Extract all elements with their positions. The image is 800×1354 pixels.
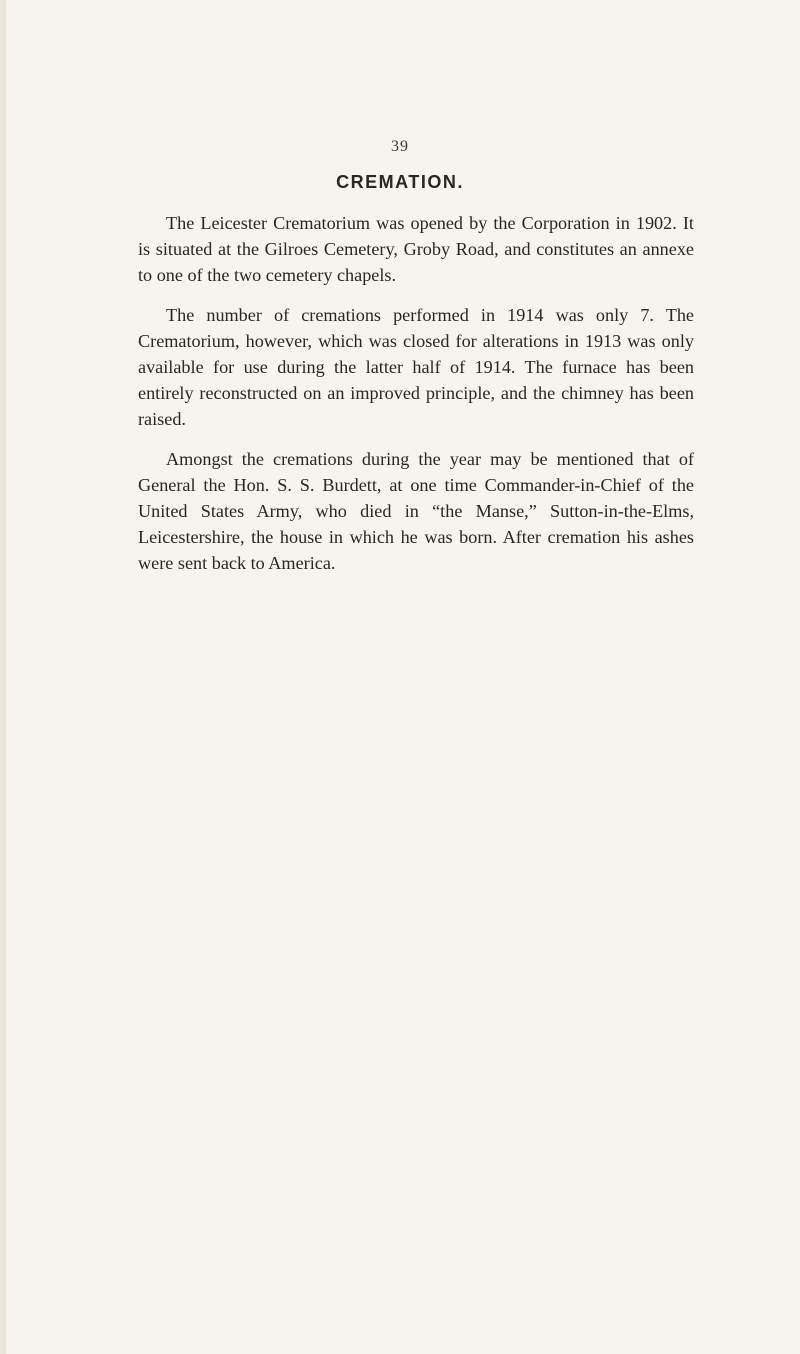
paragraph: Amongst the cremations during the year may be mentioned that of General the Hon. S. S. Burdett, at one time Commander-in-Chief of the United States Army, who died in “the Manse,” Sutton-in-the-Elms, Leicestershire, the house in which he was born. After cremation his ashes were sent back to America. (138, 449, 694, 573)
paragraph: The number of cremations performed in 1914 was only 7. The Crematorium, however, which was closed for alterations in 1913 was only available for use during the latter half of 1914. The furnace has been entirely reconstructed on an improved principle, and the chimney has been raised. (138, 305, 694, 429)
section-heading: CREMATION. (336, 172, 464, 192)
paragraph: The Leicester Crematorium was opened by the Corporation in 1902. It is situated at the Gilroes Cemetery, Groby Road, and constitutes an annexe to one of the two cemetery chapels. (138, 213, 694, 285)
page-number: 39 (391, 138, 409, 155)
page-edge (0, 0, 6, 1354)
body-text (138, 210, 694, 590)
